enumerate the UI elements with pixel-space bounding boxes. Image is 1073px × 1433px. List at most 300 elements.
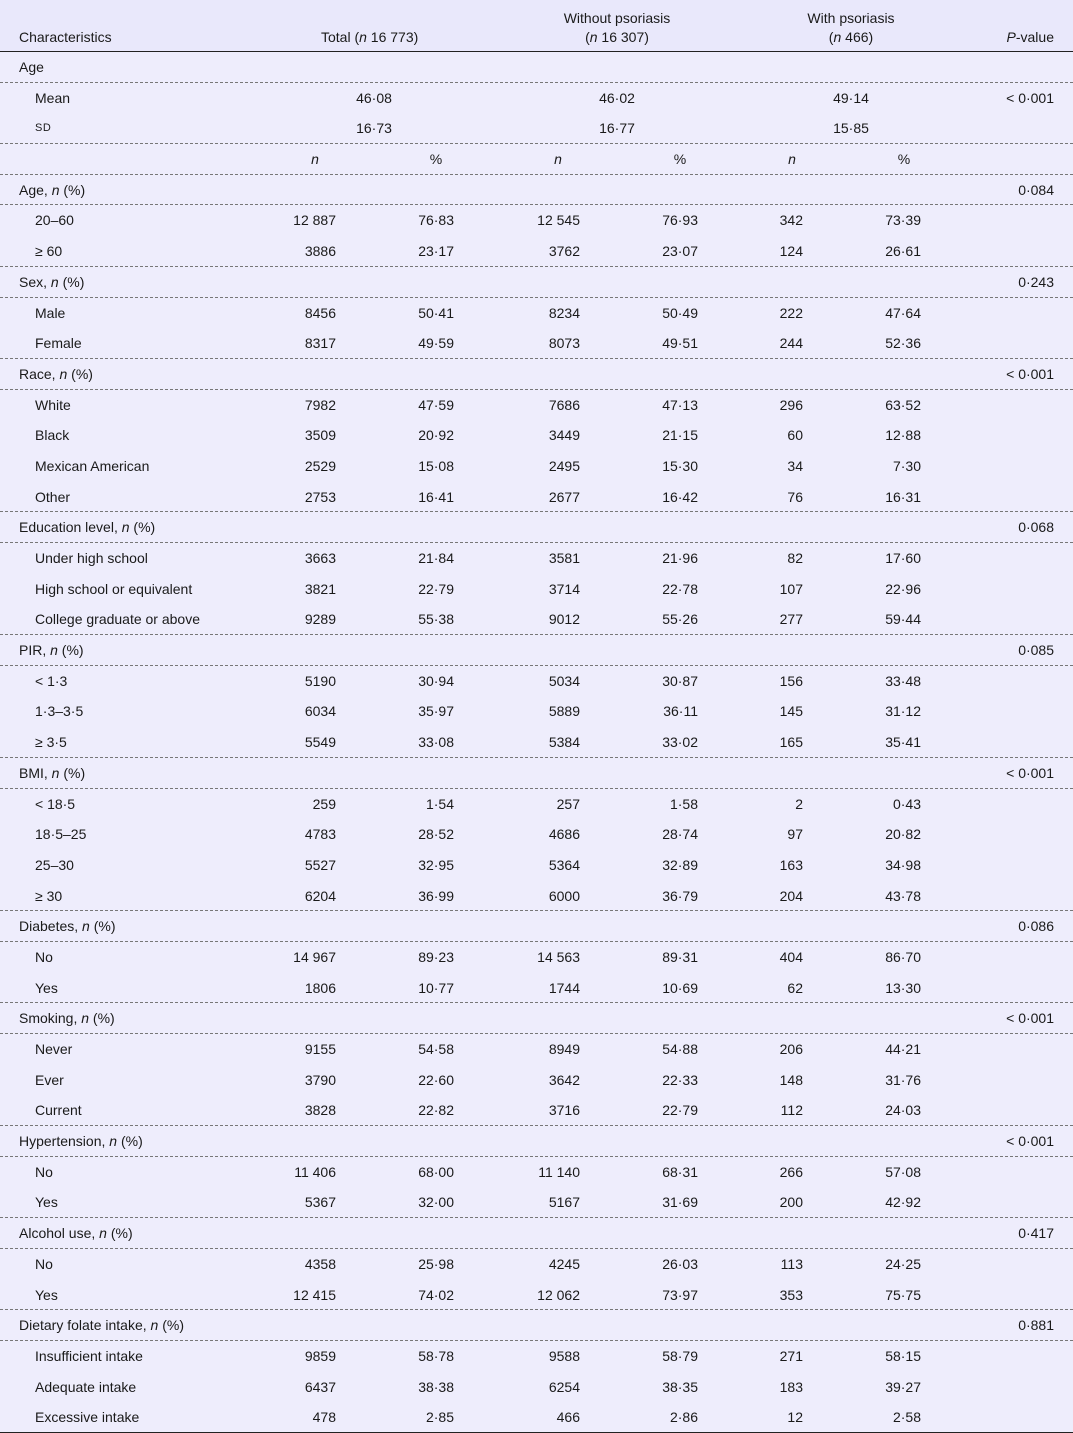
mean-p-value: < 0·001 [1006,89,1054,106]
table-row [0,973,1073,1004]
cell-total-n: 5549 [304,734,336,751]
cell-with-n: 97 [787,826,803,843]
section-label: Age, n (%) [19,181,86,198]
row-label: Ever [35,1071,64,1088]
subheader-without-n: n [554,151,562,168]
cell-total-n: 5527 [304,856,336,873]
table-row [0,1034,1073,1065]
cell-with-n: 145 [779,703,803,720]
cell-without-n: 9588 [548,1347,580,1364]
cell-with-pct: 17·60 [885,550,921,566]
section-label: Dietary folate intake, n (%) [19,1317,184,1334]
cell-with-n: 222 [779,304,803,321]
cell-with-n: 163 [779,856,803,873]
cell-without-pct: 31·69 [662,1194,698,1211]
cell-without-pct: 22·78 [662,580,698,597]
cell-total-n: 8317 [304,335,336,352]
cell-with-n: 124 [779,243,803,260]
section-p-value: < 0·001 [1006,365,1054,382]
table-row [0,850,1073,881]
cell-total-pct: 58·78 [418,1347,454,1364]
cell-total-n: 2529 [304,457,336,474]
cell-without-n: 11 140 [538,1163,580,1180]
row-label: High school or equivalent [35,580,193,597]
section-label: Sex, n (%) [19,273,85,290]
cell-total-pct: 28·52 [418,826,454,843]
section-header-row [0,359,1073,390]
cell-with-n: 165 [779,734,803,751]
cell-total-pct: 35·97 [418,703,454,720]
age-title-row [0,52,1073,83]
row-label: Yes [35,1194,58,1211]
cell-with-pct: 52·36 [885,335,921,352]
cell-with-pct: 59·44 [885,611,921,628]
cell-with-n: 204 [779,887,803,904]
cell-with-n: 277 [779,611,803,628]
cell-without-n: 4245 [548,1255,580,1272]
cell-without-pct: 54·88 [662,1041,698,1057]
cell-with-n: 34 [787,457,803,474]
cell-total-n: 4358 [304,1255,336,1272]
table-row [0,1187,1073,1218]
cell-without-n: 14 563 [537,948,580,965]
cell-without-n: 257 [556,795,580,812]
cell-with-pct: 24·25 [885,1255,921,1272]
table-row [0,390,1073,421]
mean-without: 46·02 [599,89,635,106]
cell-total-pct: 49·59 [418,335,454,352]
table-row [0,604,1073,635]
cell-total-pct: 22·82 [418,1102,454,1119]
subheader-total-pct: % [429,151,443,168]
cell-with-pct: 86·70 [885,948,921,965]
cell-total-n: 259 [312,795,336,812]
mean-total: 46·08 [356,89,392,106]
cell-with-pct: 73·39 [885,212,921,229]
cell-with-pct: 2·58 [892,1409,921,1426]
cell-without-n: 3714 [548,580,580,597]
table-row [0,482,1073,513]
cell-without-n: 3642 [548,1071,580,1088]
section-p-value: 0·085 [1018,642,1054,659]
cell-with-n: 342 [779,212,803,229]
table-row [0,420,1073,451]
cell-with-n: 76 [787,488,803,505]
table-row [0,543,1073,574]
section-label: Diabetes, n (%) [19,918,116,935]
cell-with-n: 404 [779,948,803,965]
row-label: Black [35,427,70,444]
cell-with-pct: 22·96 [885,580,921,597]
cell-without-n: 2677 [548,488,580,505]
cell-with-pct: 35·41 [885,734,921,751]
section-p-value: < 0·001 [1006,764,1054,781]
section-header-row [0,267,1073,298]
table-row [0,298,1073,329]
row-label: Mexican American [35,457,150,474]
cell-total-n: 5367 [304,1194,336,1211]
cell-with-n: 107 [779,580,803,597]
cell-total-pct: 20·92 [418,427,454,444]
section-header-row [0,911,1073,942]
cell-without-n: 12 062 [537,1286,580,1303]
section-p-value: 0·417 [1018,1225,1054,1242]
row-label: No [35,948,53,965]
table-row [0,1065,1073,1096]
row-label: Female [35,335,82,352]
cell-with-pct: 44·21 [885,1041,921,1057]
cell-without-pct: 58·79 [662,1347,698,1364]
age-title: Age [19,59,44,75]
mean-with: 49·14 [833,89,869,106]
cell-without-pct: 36·11 [663,703,698,720]
cell-total-n: 2753 [304,488,336,505]
row-label: Never [35,1041,73,1057]
cell-total-pct: 54·58 [418,1041,454,1057]
section-p-value: < 0·001 [1006,1010,1054,1027]
cell-with-pct: 34·98 [885,856,921,873]
cell-with-n: 271 [779,1347,803,1364]
cell-total-pct: 55·38 [418,611,454,628]
header-characteristics: Characteristics [19,29,112,45]
cell-with-n: 206 [779,1041,803,1057]
cell-with-pct: 58·15 [885,1347,921,1364]
cell-without-pct: 36·79 [662,887,698,904]
cell-total-pct: 22·60 [418,1071,454,1088]
table-row [0,942,1073,973]
cell-total-n: 6437 [304,1378,336,1395]
cell-without-n: 6254 [548,1378,580,1395]
section-header-row [0,1126,1073,1157]
cell-total-n: 5190 [304,672,336,689]
cell-with-n: 82 [787,550,803,566]
section-label: BMI, n (%) [19,764,86,781]
subheader-without-pct: % [673,151,687,168]
cell-total-pct: 30·94 [418,672,454,689]
subheader-total-n: n [311,151,319,168]
table-row [0,881,1073,912]
table-row [0,1341,1073,1372]
cell-total-pct: 33·08 [418,734,454,751]
cell-total-n: 9289 [304,611,336,628]
cell-without-n: 3762 [548,243,580,260]
row-label: ≥ 30 [35,887,63,904]
section-label: Education level, n (%) [19,519,156,536]
cell-with-pct: 47·64 [885,304,921,321]
cell-with-n: 244 [779,335,803,352]
cell-without-pct: 22·79 [662,1102,698,1119]
cell-with-n: 200 [779,1194,803,1211]
cell-without-pct: 73·97 [662,1286,698,1303]
row-label: 25–30 [35,856,74,873]
cell-with-n: 112 [780,1102,803,1119]
cell-total-pct: 50·41 [418,304,454,321]
table-row [0,696,1073,727]
cell-total-pct: 47·59 [418,396,454,413]
cell-without-n: 5384 [548,734,580,751]
cell-total-n: 12 887 [293,212,336,229]
section-p-value: 0·243 [1018,273,1054,290]
cell-total-n: 14 967 [293,948,336,965]
cell-total-pct: 32·00 [418,1194,454,1211]
cell-without-pct: 55·26 [662,611,698,628]
section-header-row [0,1310,1073,1341]
table-row [0,666,1073,697]
cell-total-pct: 10·77 [418,979,454,996]
row-label: < 1·3 [35,672,68,689]
cell-without-n: 7686 [548,396,580,413]
cell-with-pct: 33·48 [885,672,921,689]
subheader-with-pct: % [897,151,911,168]
cell-without-pct: 15·30 [662,457,698,474]
cell-with-n: 60 [787,427,803,444]
cell-with-n: 266 [779,1163,803,1180]
table-body [0,175,1073,1433]
cell-total-n: 6034 [304,703,336,720]
cell-without-n: 3449 [548,427,580,444]
mean-label: Mean [35,89,71,106]
section-p-value: 0·881 [1018,1317,1054,1334]
cell-without-n: 5889 [548,703,580,720]
row-label: Other [35,488,71,505]
section-label: Race, n (%) [19,365,93,382]
cell-with-n: 62 [787,979,803,996]
table-row [0,1402,1073,1433]
cell-total-pct: 21·84 [418,550,454,566]
cell-total-pct: 32·95 [418,856,454,873]
age-mean-row [0,83,1073,114]
section-label: Smoking, n (%) [19,1010,115,1027]
cell-without-pct: 89·31 [662,948,698,965]
cell-without-n: 5167 [548,1194,580,1211]
cell-without-n: 3581 [548,550,580,566]
row-label: No [35,1163,53,1180]
row-label: Male [35,304,66,321]
cell-total-pct: 36·99 [418,887,454,904]
cell-total-n: 7982 [304,396,336,413]
cell-with-n: 12 [787,1409,803,1426]
table-row [0,328,1073,359]
cell-without-pct: 47·13 [662,396,698,413]
cell-with-pct: 20·82 [885,826,921,843]
row-label: 18·5–25 [35,826,87,843]
cell-with-pct: 0·43 [892,795,921,812]
cell-without-n: 5034 [548,672,580,689]
subheader-row [0,144,1073,175]
table-header [0,0,1073,52]
cell-total-pct: 89·23 [418,948,454,965]
table-row [0,205,1073,236]
cell-with-pct: 43·78 [885,887,921,904]
cell-with-pct: 7·30 [892,457,921,474]
table-row [0,1280,1073,1311]
cell-with-n: 113 [780,1255,803,1272]
cell-without-pct: 1·58 [669,795,698,812]
cell-total-n: 3509 [304,427,336,444]
table-row [0,819,1073,850]
cell-total-pct: 23·17 [418,243,454,260]
cell-with-pct: 63·52 [885,396,921,413]
row-label: College graduate or above [35,611,201,628]
section-p-value: 0·084 [1018,181,1054,198]
row-label: No [35,1255,53,1272]
table-row [0,236,1073,267]
row-label: Under high school [35,550,148,566]
row-label: Excessive intake [35,1409,140,1426]
cell-without-n: 9012 [548,611,580,628]
section-header-row [0,512,1073,543]
cell-without-pct: 21·96 [662,550,698,566]
cell-with-pct: 42·92 [885,1194,921,1211]
cell-total-n: 1806 [304,979,336,996]
cell-without-n: 5364 [548,856,580,873]
subheader-with-n: n [788,151,796,168]
table-row [0,1372,1073,1403]
section-header-row [0,1218,1073,1249]
cell-without-n: 8073 [548,335,580,352]
cell-with-n: 148 [779,1071,803,1088]
cell-with-pct: 39·27 [885,1378,921,1395]
cell-total-pct: 22·79 [418,580,454,597]
cell-with-n: 183 [779,1378,803,1395]
cell-total-n: 3663 [304,550,336,566]
cell-without-pct: 21·15 [662,427,698,444]
cell-without-pct: 32·89 [662,856,698,873]
sd-label: SD [35,122,52,135]
cell-with-n: 156 [779,672,803,689]
cell-total-n: 3790 [304,1071,336,1088]
sd-without: 16·77 [599,120,635,137]
row-label: White [35,396,71,413]
cell-with-pct: 13·30 [885,979,921,996]
header-with-psoriasis: With psoriasis (n 466) [807,10,895,45]
cell-without-pct: 30·87 [662,672,698,689]
header-p-value: P-value [1006,29,1054,45]
table-row [0,789,1073,820]
cell-with-pct: 31·12 [885,703,921,720]
table-row [0,1095,1073,1126]
table-row [0,451,1073,482]
cell-total-pct: 16·41 [418,488,454,505]
row-label: ≥ 60 [35,243,63,260]
cell-with-pct: 26·61 [885,243,921,260]
cell-without-n: 2495 [548,457,580,474]
row-label: Insufficient intake [35,1347,143,1364]
section-header-row [0,758,1073,789]
section-label: PIR, n (%) [19,642,84,659]
section-label: Hypertension, n (%) [19,1133,143,1150]
cell-with-pct: 31·76 [885,1071,921,1088]
cell-without-pct: 50·49 [662,304,698,321]
table-row [0,574,1073,605]
cell-total-pct: 76·83 [418,212,454,229]
cell-with-n: 2 [795,795,803,812]
table-row [0,1157,1073,1188]
table-row [0,1249,1073,1280]
cell-without-pct: 49·51 [662,335,698,352]
row-label: Yes [35,1286,58,1303]
cell-total-n: 12 415 [293,1286,336,1303]
cell-with-n: 353 [779,1286,803,1303]
section-header-row [0,635,1073,666]
header-total: Total (n 16 773) [321,29,419,45]
cell-total-pct: 25·98 [418,1255,454,1272]
section-p-value: 0·086 [1018,918,1054,935]
cell-without-pct: 38·35 [662,1378,698,1395]
cell-without-pct: 16·42 [662,488,698,505]
cell-total-n: 4783 [304,826,336,843]
cell-without-pct: 26·03 [662,1255,698,1272]
cell-without-pct: 23·07 [662,243,698,260]
cell-without-pct: 22·33 [662,1071,698,1088]
section-p-value: < 0·001 [1006,1133,1054,1150]
cell-total-n: 8456 [304,304,336,321]
cell-total-pct: 1·54 [425,795,454,812]
cell-without-pct: 2·86 [669,1409,698,1426]
cell-without-n: 6000 [548,887,580,904]
cell-without-pct: 28·74 [662,826,698,843]
cell-total-pct: 68·00 [418,1163,454,1180]
cell-total-n: 478 [312,1409,336,1426]
cell-total-pct: 74·02 [418,1286,454,1303]
cell-total-n: 3886 [304,243,336,260]
cell-without-n: 4686 [548,826,580,843]
row-label: Current [35,1102,82,1119]
row-label: Yes [35,979,58,996]
cell-total-pct: 2·85 [425,1409,454,1426]
cell-without-pct: 76·93 [662,212,698,229]
cell-with-pct: 75·75 [885,1286,921,1303]
cell-without-pct: 33·02 [662,734,698,751]
row-label: < 18·5 [35,795,76,812]
age-sd-row [0,113,1073,144]
cell-without-n: 12 545 [537,212,580,229]
cell-total-n: 6204 [304,887,336,904]
cell-with-n: 296 [779,396,803,413]
section-header-row [0,1003,1073,1034]
cell-total-n: 3828 [304,1102,336,1119]
cell-total-pct: 15·08 [418,457,454,474]
cell-total-pct: 38·38 [418,1378,454,1395]
cell-total-n: 3821 [304,580,336,597]
cell-without-n: 466 [556,1409,580,1426]
table-row [0,727,1073,758]
row-label: Adequate intake [35,1378,137,1395]
cell-without-n: 3716 [548,1102,580,1119]
cell-without-n: 8949 [548,1041,580,1057]
cell-without-pct: 10·69 [662,979,698,996]
cell-total-n: 9859 [304,1347,336,1364]
sd-total: 16·73 [356,120,392,137]
cell-with-pct: 24·03 [885,1102,921,1119]
cell-with-pct: 12·88 [885,427,921,444]
section-p-value: 0·068 [1018,519,1054,536]
cell-without-n: 8234 [548,304,580,321]
row-label: ≥ 3·5 [35,734,67,751]
cell-without-pct: 68·31 [662,1163,698,1180]
cell-with-pct: 16·31 [885,488,921,505]
sd-with: 15·85 [833,120,869,137]
section-label: Alcohol use, n (%) [19,1225,133,1242]
cell-with-pct: 57·08 [885,1163,921,1180]
cell-total-n: 11 406 [294,1163,336,1180]
cell-without-n: 1744 [548,979,580,996]
row-label: 1·3–3·5 [35,703,84,720]
cell-total-n: 9155 [304,1041,336,1057]
header-without-psoriasis: Without psoriasis (n 16 307) [563,10,671,45]
row-label: 20–60 [35,212,74,229]
section-header-row [0,175,1073,206]
